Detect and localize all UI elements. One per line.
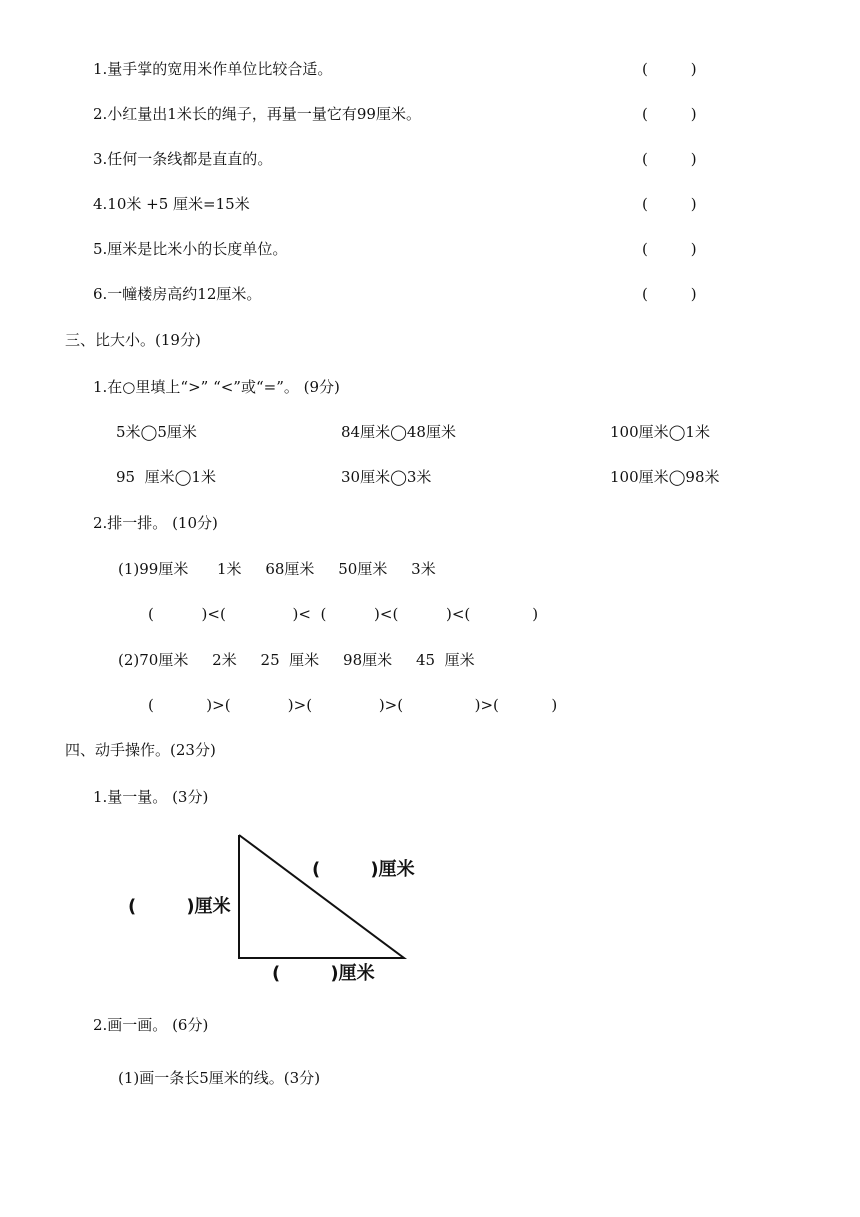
judge-item-1: 1.量手掌的宽用米作单位比较合适。: [93, 60, 333, 78]
left-side-label[interactable]: ( )厘米: [128, 896, 231, 917]
section-4-q1: 1.量一量。 (3分): [93, 788, 209, 806]
section-4-title: 四、动手操作。(23分): [65, 741, 216, 759]
judge-item-6: 6.一幢楼房高约12厘米。: [93, 285, 262, 303]
sort-sub1: (1)99厘米 1米 68厘米 50厘米 3米: [118, 560, 436, 578]
right-triangle: [239, 835, 404, 958]
answer-paren-6[interactable]: ( ): [642, 285, 697, 303]
compare-6[interactable]: 100厘米◯98米: [610, 468, 720, 486]
hypotenuse-label[interactable]: ( )厘米: [312, 859, 415, 880]
compare-3[interactable]: 100厘米◯1米: [610, 423, 710, 441]
sort-sub2-blanks[interactable]: ( )>( )>( )>( )>( ): [148, 696, 558, 714]
section-3-q1: 1.在○里填上“>” “<”或“=”。 (9分): [93, 378, 340, 396]
sort-sub2: (2)70厘米 2米 25 厘米 98厘米 45 厘米: [118, 651, 475, 669]
section-4-q2-sub1: (1)画一条长5厘米的线。(3分): [118, 1069, 321, 1087]
judge-item-2: 2.小红量出1米长的绳子，再量一量它有99厘米。: [93, 105, 421, 123]
judge-item-5: 5.厘米是比米小的长度单位。: [93, 240, 288, 258]
answer-paren-3[interactable]: ( ): [642, 150, 697, 168]
compare-2[interactable]: 84厘米◯48厘米: [341, 423, 456, 441]
answer-paren-4[interactable]: ( ): [642, 195, 697, 213]
compare-5[interactable]: 30厘米◯3米: [341, 468, 432, 486]
section-3-title: 三、比大小。(19分): [65, 331, 201, 349]
compare-4[interactable]: 95 厘米◯1米: [116, 468, 216, 486]
answer-paren-2[interactable]: ( ): [642, 105, 697, 123]
section-3-q2: 2.排一排。 (10分): [93, 514, 218, 532]
answer-paren-5[interactable]: ( ): [642, 240, 697, 258]
compare-1[interactable]: 5米◯5厘米: [116, 423, 197, 441]
sort-sub1-blanks[interactable]: ( )<( )< ( )<( )<( ): [148, 605, 539, 623]
judge-item-4: 4.10米 +5 厘米=15米: [93, 195, 250, 213]
judge-item-3: 3.任何一条线都是直直的。: [93, 150, 273, 168]
bottom-side-label[interactable]: ( )厘米: [272, 963, 375, 984]
section-4-q2: 2.画一画。 (6分): [93, 1016, 209, 1034]
answer-paren-1[interactable]: ( ): [642, 60, 697, 78]
